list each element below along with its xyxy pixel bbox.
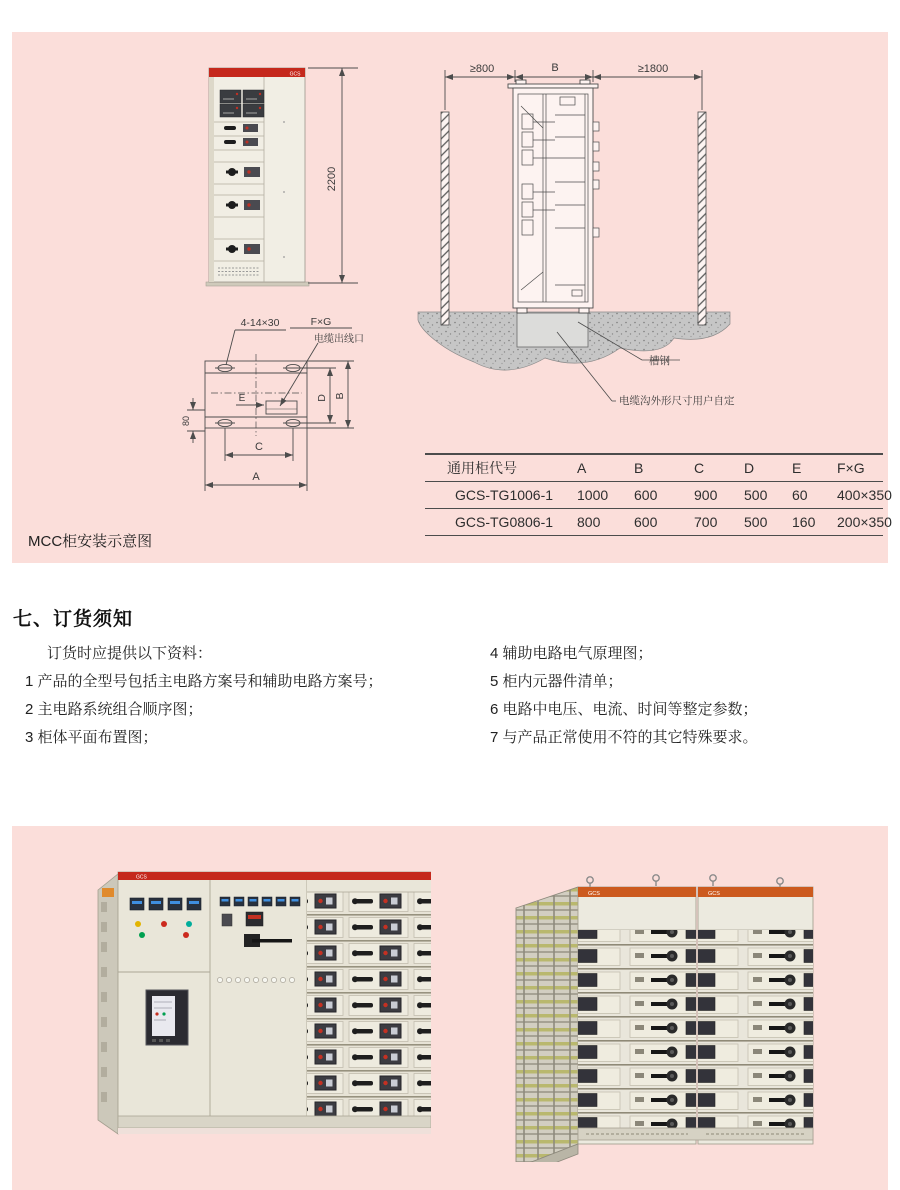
- label-trench-note: 电缆沟外形尺寸用户自定: [619, 395, 735, 407]
- diagram-caption: MCC柜安装示意图: [28, 533, 153, 550]
- table-cell: 600: [632, 509, 692, 536]
- table-cell: 800: [575, 509, 632, 536]
- label-holes: 4-14×30: [240, 317, 280, 329]
- label-channel-steel: 槽钢: [649, 355, 670, 367]
- brand-label: GCS: [136, 874, 147, 881]
- table-cell: 600: [632, 482, 692, 509]
- ordering-item: 6 电路中电压、电流、时间等整定参数；: [490, 701, 758, 718]
- ordering-item: 3 柜体平面布置图；: [25, 729, 158, 746]
- ordering-left-column: [25, 640, 465, 752]
- label-fxg: F×G: [310, 316, 332, 328]
- table-cell: 700: [692, 509, 742, 536]
- table-cell: 200×350: [835, 509, 883, 536]
- section-heading: 七、订货须知: [13, 609, 134, 630]
- section-view: [418, 62, 735, 407]
- table-cell: 60: [790, 482, 835, 509]
- table-cell: 500: [742, 509, 790, 536]
- label-d: D: [316, 394, 328, 402]
- open-frame-side: [516, 887, 578, 1162]
- photo-cabinet-pair: [508, 872, 818, 1162]
- ordering-item: 2 主电路系统组合顺序图；: [25, 701, 203, 718]
- cable-trench: [517, 313, 588, 347]
- table-header-cell: D: [742, 454, 790, 482]
- installation-diagram-panel: [12, 32, 892, 563]
- brand-label: GCS: [708, 891, 720, 897]
- ordering-item: 7 与产品正常使用不符的其它特殊要求。: [490, 729, 758, 746]
- brand-band: [118, 872, 431, 880]
- front-view-cabinet: [206, 68, 358, 286]
- brand-label: GCS: [588, 891, 600, 897]
- table-cell: GCS-TG1006-1: [425, 482, 575, 509]
- plan-view: [187, 328, 354, 491]
- spec-table: [425, 453, 892, 536]
- label-right-clearance: ≥1800: [637, 63, 669, 75]
- table-header-cell: A: [575, 454, 632, 482]
- label-b-plan: B: [334, 392, 346, 400]
- table-row: [425, 482, 883, 509]
- label-e: E: [238, 393, 246, 404]
- label-a: A: [252, 471, 260, 483]
- drawer-stack: [307, 892, 372, 1116]
- section-cabinet: [508, 80, 599, 313]
- table-cell: 1000: [575, 482, 632, 509]
- dim-label-2200: 2200: [326, 166, 338, 192]
- table-cell: GCS-TG0806-1: [425, 509, 575, 536]
- photo-mcc-lineup: [86, 862, 431, 1147]
- table-header-cell: 通用柜代号: [425, 454, 575, 482]
- ordering-right-column: [490, 640, 890, 752]
- label-left-clearance: ≥800: [469, 63, 495, 75]
- ordering-item: 4 辅助电路电气原理图；: [490, 645, 653, 662]
- table-cell: 900: [692, 482, 742, 509]
- table-header-cell: E: [790, 454, 835, 482]
- label-b-section: B: [551, 62, 559, 74]
- label-c: C: [255, 441, 263, 453]
- label-outlet: 电缆出线口: [314, 334, 364, 345]
- side-sticker: [102, 888, 114, 897]
- right-wall: [698, 112, 706, 325]
- drawer-stack: [578, 930, 696, 1128]
- product-photos-panel: [12, 826, 888, 1190]
- table-cell: 500: [742, 482, 790, 509]
- front-view-brand-label: GCS: [289, 71, 301, 78]
- cabinet-base: [118, 1116, 431, 1128]
- table-row: [425, 509, 883, 536]
- left-wall: [441, 112, 449, 325]
- drawer-stack: [372, 892, 431, 1116]
- drawer-stack: [698, 930, 813, 1128]
- ordering-item: 5 柜内元器件清单；: [490, 673, 623, 690]
- table-cell: 160: [790, 509, 835, 536]
- table-header-cell: B: [632, 454, 692, 482]
- plan-view-labels: [181, 316, 364, 483]
- label-80: 80: [181, 415, 191, 427]
- table-header-cell: C: [692, 454, 742, 482]
- table-header-cell: F×G: [835, 454, 883, 482]
- switch-lever: [252, 939, 292, 943]
- table-header-row: [425, 454, 883, 482]
- table-cell: 400×350: [835, 482, 883, 509]
- ordering-intro: 订货时应提供以下资料：: [47, 645, 213, 662]
- ordering-item: 1 产品的全型号包括主电路方案号和辅助电路方案号；: [25, 673, 383, 690]
